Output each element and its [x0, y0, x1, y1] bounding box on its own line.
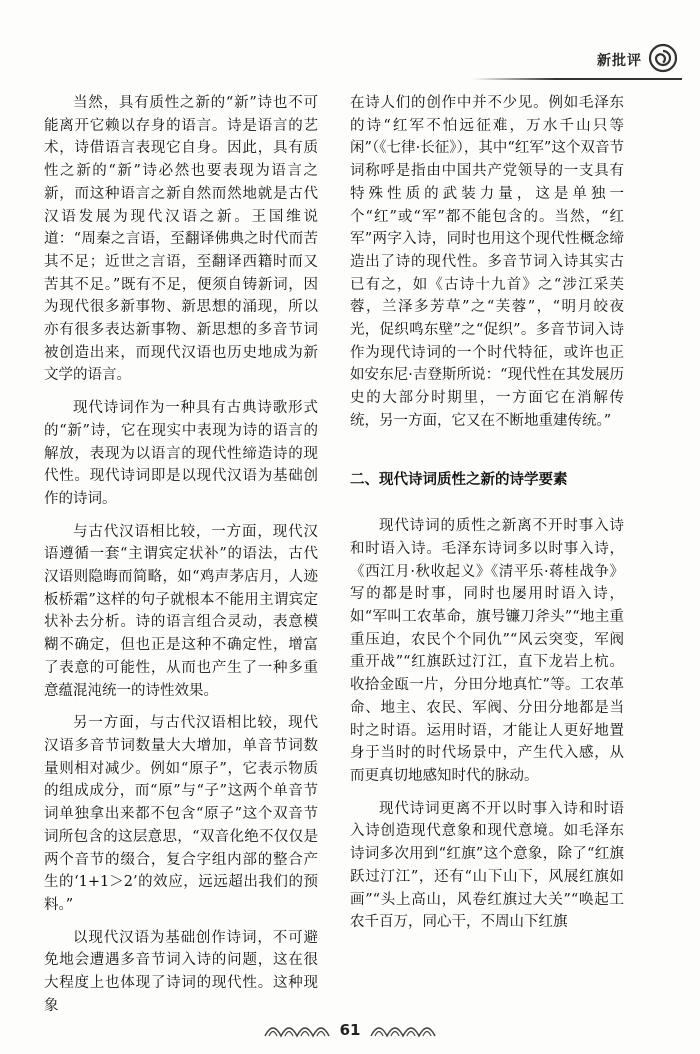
header-rule	[472, 78, 682, 80]
page-header	[597, 40, 678, 80]
left-column	[44, 92, 318, 1017]
wave-ornament-icon	[264, 1018, 330, 1042]
paragraph-continuation: 在诗人们的创作中并不少见。例如毛泽东的诗“红军不怕远征难，万水千山只等闲”（《七律·长征》），其中“红军”这个双音节词称呼是指由中国共产党领导的一支具有特殊性质的武装力量，这是单独一个“红”或“军”都不能包含的。当然，“红军”两字入诗，同时也用这个现代性概念缔造出了诗的现代性。多音节词入诗其实古已有之，如《古诗十九首》之“涉江采芙蓉，兰泽多芳草”之“芙蓉”，“明月皎夜光，促织鸣东壁”之“促织”。多音节词入诗作为现代诗词的一个时代特征，或许也正如安东尼·吉登斯所说：“现代性在其发展历史的大部分时期里，一方面它在消解传统，另一方面，它又在不断地重建传统。”	[350, 95, 624, 429]
paragraph: 当然，具有质性之新的“新”诗也不可能离开它赖以存身的语言。诗是语言的艺术，诗借语言表现它自身。因此，具有质性之新的“新”诗必然也要表现为语言之新，而这种语言之新自然而然地就是古代汉语发展为现代汉语之新。王国维说道：“周秦之言语，至翻译佛典之时代而苦其不足；近世之言语，至翻译西籍时而又苦其不足。”既有不足，便须自铸新词，因为现代很多新事物、新思想的涌现，所以亦有很多表达新事物、新思想的多音节词被创造出来，而现代汉语也历史地成为新文学的语言。	[44, 95, 318, 384]
page-footer	[0, 1018, 700, 1042]
paragraph: 另一方面，与古代汉语相比较，现代汉语多音节词数量大大增加，单音节词数量则相对减少。例如“原子”，它表示物质的组成成分，而“原”与“子”这两个单音节词单独拿出来都不包含“原子”这个双音节词所包含的这层意思，“双音化绝不仅仅是两个音节的缀合，复合字组内部的整合产生的‘1+1＞2’的效应，远远超出我们的预料。”	[44, 715, 318, 913]
paragraph: 以现代汉语为基础创作诗词，不可避免地会遭遇多音节词入诗的问题，这在很大程度上也体现了诗词的现代性。这种现象	[44, 929, 318, 1014]
paragraph: 与古代汉语相比较，一方面，现代汉语遵循一套“主谓宾定状补”的语法，古代汉语则隐晦而简略，如“鸡声茅店月，人迹板桥霜”这样的句子就根本不能用主谓宾定状补去分析。诗的语言组合灵动，表意模糊不确定，但也正是这种不确定性，增富了表意的可能性，从而也产生了一种多重意蕴混沌统一的诗性效果。	[44, 523, 318, 699]
paragraph: 现代诗词的质性之新离不开时事入诗和时语入诗。毛泽东诗词多以时事入诗，《西江月·秋收起义》《清平乐·蒋桂战争》写的都是时事，同时也屡用时语入诗，如“军叫工农革命，旗号镰刀斧头”“地主重重压迫，农民个个同仇”“风云突变，军阀重开战”“红旗跃过汀江，直下龙岩上杭。收拾金瓯一片，分田分地真忙”等。工农革命、地主、农民、军阀、分田分地都是当时之时语。运用时语，才能让人更好地置身于当时的时代场景中，产生代入感，从而更真切地感知时代的脉动。	[350, 518, 624, 784]
wave-ornament-icon	[370, 1018, 436, 1042]
page-number: 61	[339, 1021, 361, 1039]
section-heading: 二、现代诗词质性之新的诗学要素	[350, 471, 568, 488]
paragraph: 现代诗词更离不开以时事入诗和时语入诗创造现代意象和现代意境。如毛泽东诗词多次用到“红旗”这个意象，除了“红旗跃过汀江”，还有“山下山下，风展红旗如画”“头上高山，风卷红旗过大关”“唤起工农千百万，同心干，不周山下红旗	[350, 800, 624, 931]
section-label: 新批评	[597, 53, 642, 69]
right-column	[350, 92, 624, 934]
paragraph: 现代诗词作为一种具有古典诗歌形式的“新”诗，它在现实中表现为诗的语言的解放，表现为以语言的现代性缔造诗的现代性。现代诗词即是以现代汉语为基础创作的诗词。	[44, 400, 318, 507]
spiral-emblem-icon	[648, 43, 678, 77]
